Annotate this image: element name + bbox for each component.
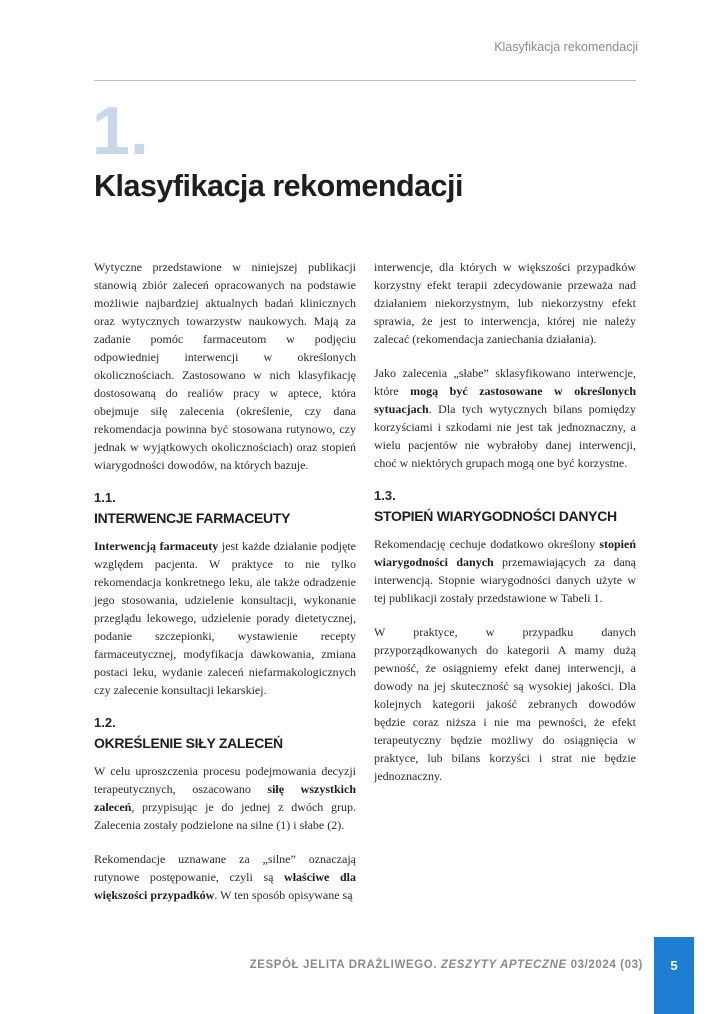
section-number: 1.3.	[374, 488, 396, 503]
section-title: OKREŚLENIE SIŁY ZALECEŃ	[94, 735, 283, 751]
header-rule	[94, 80, 636, 81]
footer-journal-name: ZESZYTY APTECZNE	[440, 959, 567, 971]
bold-term: siłę wszystkich zaleceń	[94, 782, 356, 814]
section-paragraph: W praktyce, w przypadku danych przyporządkowanych do kategorii A mamy dużą pewność, że osiągniemy efekt danej interwencji, a dowody na jej skuteczność są wysokiej jakości. Dla kolejnych kategorii jakość zebranych dowodów będzie coraz niższa i nie ma pewności, że efekt terapeutyczny będzie możliwy do osiągnięcia w praktyce, lub bilans korzyści i strat nie będzie jednoznaczny.	[374, 625, 636, 783]
section-1-3	[374, 488, 636, 785]
section-1-1	[94, 490, 356, 699]
footer-topic: ZESPÓŁ JELITA DRAŻLIWEGO.	[249, 959, 441, 971]
paragraph-text: jest każde działanie podjęte względem pacjenta. W praktyce to nie tylko rekomendacja konkretnego leku, ale także odradzenie jego stosowania, udzielenie konsultacji, wykonanie przeglądu lekowego, udzielenie porady dietetycznej, podanie szczepionki, wystawienie recepty farmaceutycznej, modyfikacja dawkowania, zmiana postaci leku, wydanie zaleceń niefarmakologicznych czy zalecenie konsultacji lekarskiej.	[94, 539, 356, 697]
section-paragraph	[94, 762, 356, 834]
paragraph-text: , przypisując je do jednej z dwóch grup. Zalecenia zostały podzielone na silne (1) i słabe (2).	[94, 800, 356, 832]
left-column	[94, 258, 356, 920]
section-title: INTERWENCJE FARMACEUTY	[94, 510, 291, 526]
section-1-2	[94, 715, 356, 904]
paragraph-text: . Dla tych wytycznych bilans pomiędzy korzyściami i szkodami nie jest tak jednoznaczny, a wielu pacjentów nie wybrałoby danej interwencji, choć w niektórych grupach mogą one być korzystne.	[374, 402, 636, 470]
section-number: 1.1.	[94, 490, 116, 505]
bold-term: stopień wiarygodności danych	[374, 537, 636, 569]
section-paragraph	[94, 850, 356, 904]
right-column	[374, 258, 636, 801]
bold-term: Interwencją farmaceuty	[94, 539, 219, 553]
paragraph-text: . W ten sposób opisywane są	[214, 888, 353, 902]
continued-paragraph: interwencje, dla których w większości przypadków korzystny efekt terapii zdecydowanie przeważa nad działaniem niekorzystnym, lub niekorzystny efekt sprawia, że jest to interwencja, której nie należy zalecać (rekomendacja zaniechania działania).	[374, 260, 636, 346]
chapter-title: Klasyfikacja rekomendacji	[94, 169, 463, 203]
intro-paragraph: Wytyczne przedstawione w niniejszej publikacji stanowią zbiór zaleceń opracowanych na podstawie możliwie najbardziej aktualnych badań klinicznych oraz wytycznych towarzystw naukowych. Mają za zadanie pomóc farmaceutom w podjęciu odpowiedniej interwencji w określonych okolicznościach. Zastosowano w nich klasyfikację dostosowaną do realiów pracy w aptece, która obejmuje siłę zalecenia (określenie, czy dana rekomendacja powinna być stosowana rutynowo, czy jednak w wyjątkowych okolicznościach) oraz stopień wiarygodności dowodów, na których bazuje.	[94, 260, 356, 472]
paragraph-text: Rekomendację cechuje dodatkowo określony	[374, 537, 600, 551]
section-number: 1.2.	[94, 715, 116, 730]
running-header: Klasyfikacja rekomendacji	[494, 40, 638, 54]
paragraph-text: przemawiających za daną interwencją. Stopnie wiarygodności danych użyte w tej publikacji zostały przedstawione w Tabeli 1.	[374, 555, 636, 605]
paragraph-text: Jako zalecenia „słabe” sklasyfikowano interwencje, które	[374, 366, 636, 398]
section-paragraph	[374, 535, 636, 607]
weak-recommendation-paragraph	[374, 364, 636, 472]
section-title: STOPIEŃ WIARYGODNOŚCI DANYCH	[374, 508, 617, 524]
paragraph-text: W celu uproszczenia procesu podejmowania decyzji terapeutycznych, oszacowano	[94, 764, 356, 796]
footer-issue: 03/2024 (03)	[566, 959, 643, 971]
bold-term: mogą być zastosowane w określonych sytuacjach	[374, 384, 636, 416]
bold-term: właściwe dla większości przypadków	[94, 870, 356, 902]
footer-journal	[250, 959, 643, 971]
section-paragraph	[94, 537, 356, 699]
page-number: 5	[654, 937, 694, 1014]
chapter-number: 1.	[92, 93, 149, 169]
paragraph-text: Rekomendacje uznawane za „silne” oznaczają rutynowe postępowanie, czyli są	[94, 852, 356, 884]
